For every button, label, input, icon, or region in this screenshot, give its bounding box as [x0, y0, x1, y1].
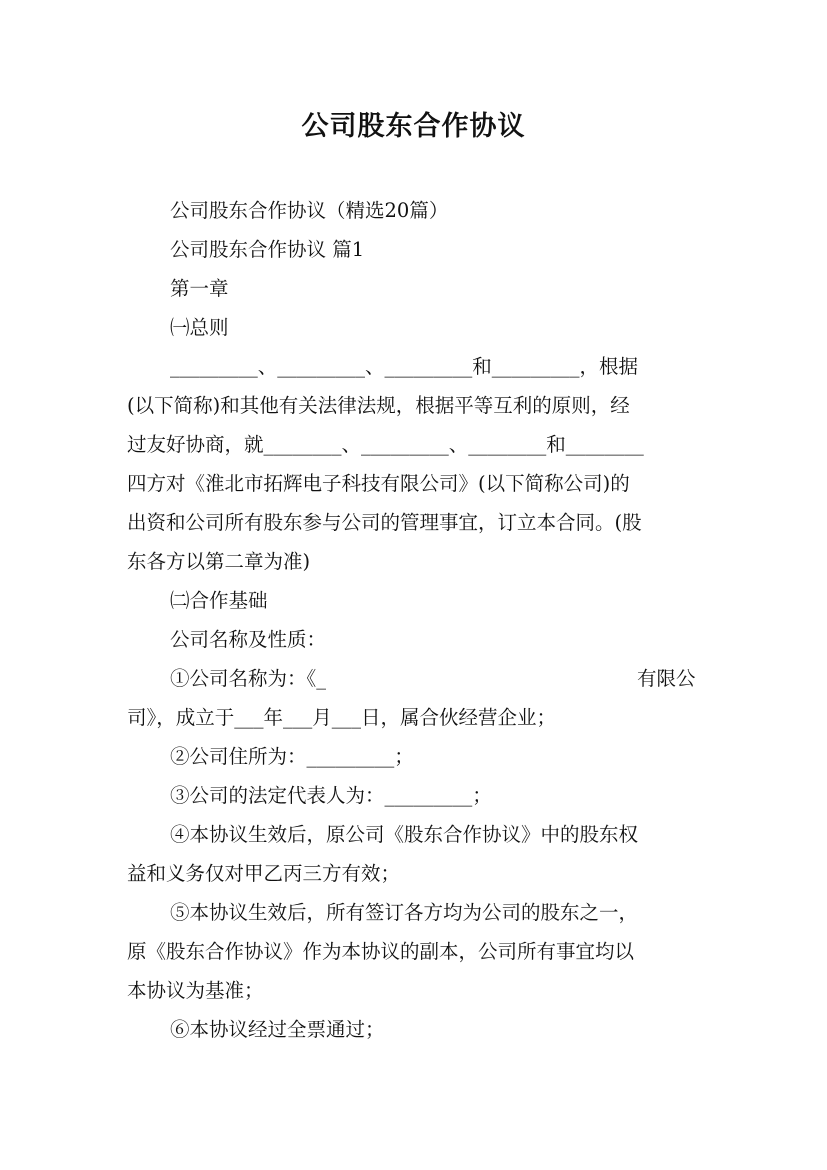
section-heading: 公司股东合作协议 篇1: [170, 238, 365, 261]
clause-heading-basis: ㈡合作基础: [170, 589, 268, 612]
paragraph-line: ④本协议生效后，原公司《股东合作协议》中的股东权: [170, 823, 639, 846]
chapter-heading: 第一章: [170, 277, 229, 300]
paragraph-line: ③公司的法定代表人为：_________；: [170, 784, 492, 807]
paragraph-line: 本协议为基准；: [127, 979, 264, 1002]
paragraph-line: 四方对《淮北市拓辉电子科技有限公司》(以下简称公司)的: [127, 472, 630, 495]
paragraph-line: 出资和公司所有股东参与公司的管理事宜，订立本合同。(股: [127, 511, 642, 534]
document-title: 公司股东合作协议: [301, 111, 526, 142]
paragraph-line: 公司名称及性质：: [170, 628, 327, 651]
paragraph-line: 过友好协商，就________、_________、________和________: [127, 433, 644, 456]
paragraph-line: 原《股东合作协议》作为本协议的副本，公司所有事宜均以: [127, 940, 635, 963]
paragraph-line: ⑤本协议生效后，所有签订各方均为公司的股东之一，: [170, 901, 639, 924]
paragraph-line-tail: 有限公: [637, 667, 696, 690]
paragraph-line: _________、_________、_________和_________，根据: [170, 355, 639, 378]
paragraph-line: ①公司名称为：《_: [170, 667, 327, 690]
subtitle-line: 公司股东合作协议（精选20篇）: [170, 199, 449, 222]
paragraph-line: (以下简称)和其他有关法律法规，根据平等互利的原则，经: [127, 394, 630, 417]
paragraph-line: ②公司住所为：_________；: [170, 745, 414, 768]
paragraph-line: 益和义务仅对甲乙丙三方有效；: [127, 862, 401, 885]
paragraph-line: 东各方以第二章为准): [127, 550, 311, 573]
paragraph-line: 司》，成立于___年___月___日，属合伙经营企业；: [127, 706, 557, 729]
paragraph-line: ⑥本协议经过全票通过；: [170, 1018, 385, 1041]
clause-heading-general: ㈠总则: [170, 316, 229, 339]
